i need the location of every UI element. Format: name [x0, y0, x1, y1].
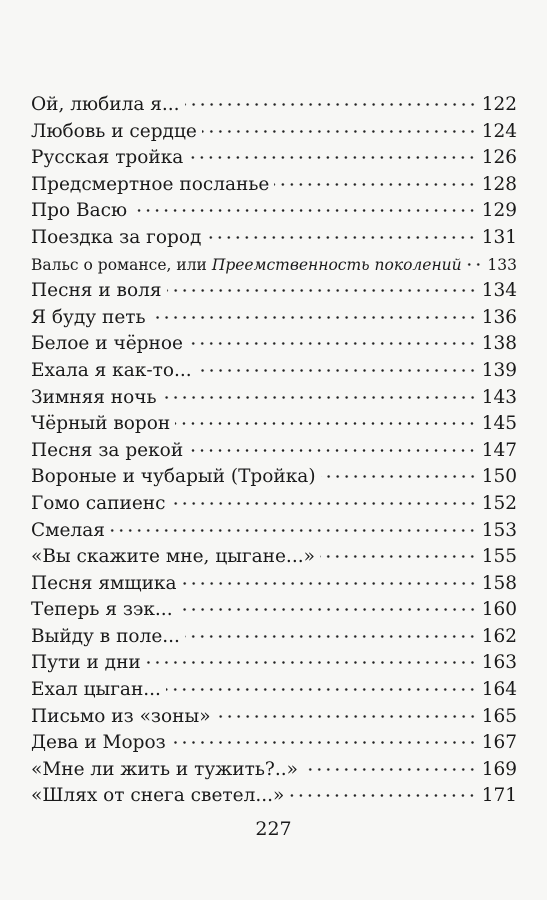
- toc-entry-title: Смелая: [31, 519, 105, 541]
- toc-entry-page: 167: [481, 732, 517, 754]
- toc-entry-page: 158: [481, 572, 517, 594]
- toc-entry-page: 153: [481, 519, 517, 541]
- dot-leader: [185, 635, 477, 638]
- toc-entry-page: 163: [481, 652, 517, 674]
- toc-entry-title: Чёрный ворон: [31, 413, 171, 435]
- toc-entry-title: «Шлях от снега светел...»: [31, 785, 285, 807]
- toc-entry-page: 165: [481, 705, 517, 727]
- dot-leader: [188, 342, 477, 345]
- toc-entry-title: [31, 252, 462, 279]
- toc-entry: [31, 385, 517, 412]
- dot-leader: [320, 555, 477, 558]
- toc-entry-page: 143: [481, 386, 517, 408]
- toc-entry-title: Выйду в поле...: [31, 625, 180, 647]
- toc-entry: [31, 783, 517, 810]
- toc-entry: [31, 624, 517, 651]
- toc-entry-page: 138: [481, 333, 517, 355]
- toc-entry-page: 152: [481, 492, 517, 514]
- toc-entry: [31, 704, 517, 731]
- toc-entry: [31, 571, 517, 598]
- toc-entry: [31, 92, 517, 119]
- dot-leader: [188, 449, 477, 452]
- toc-entry-page: 150: [481, 466, 517, 488]
- dot-leader: [197, 369, 477, 372]
- toc-entry: [31, 305, 517, 332]
- toc-entry-page: 126: [481, 147, 517, 169]
- dot-leader: [202, 130, 477, 133]
- toc-entry-page: 136: [481, 306, 517, 328]
- toc-entry: [31, 145, 517, 172]
- dot-leader: [188, 156, 476, 159]
- toc-entry-page: 133: [487, 255, 517, 274]
- toc-entry: [31, 198, 517, 225]
- dot-leader: [171, 741, 477, 744]
- dot-leader: [206, 236, 476, 239]
- toc-entry-title: Письмо из «зоны»: [31, 705, 211, 727]
- toc-entry-title: «Вы скажите мне, цыгане...»: [31, 546, 315, 568]
- dot-leader: [182, 582, 477, 585]
- toc-entry-page: 139: [481, 359, 517, 381]
- toc-entry-title: Теперь я зэк...: [31, 599, 173, 621]
- toc-entry-title: Песня за рекой: [31, 439, 184, 461]
- toc-entry-title: Песня и воля: [31, 280, 162, 302]
- dot-leader: [167, 289, 477, 292]
- dot-leader: [274, 183, 476, 186]
- page-number: 227: [255, 818, 292, 840]
- toc-entry-page: 162: [481, 625, 517, 647]
- toc-entry-page: 129: [481, 200, 517, 222]
- toc-entry-title: Дева и Мороз: [31, 732, 166, 754]
- toc-entry-title: Зимняя ночь: [31, 386, 157, 408]
- toc-entry-title: Гомо сапиенс: [31, 492, 166, 514]
- toc-entry: [31, 358, 517, 385]
- toc-entry-title: Ехал цыган...: [31, 679, 161, 701]
- toc-entry: [31, 438, 517, 465]
- toc-entry-title: Ехала я как-то...: [31, 359, 192, 381]
- dot-leader: [162, 396, 477, 399]
- dot-leader: [289, 794, 476, 797]
- toc-entry: [31, 331, 517, 358]
- dot-leader: [185, 103, 477, 106]
- toc-entry-page: 147: [481, 439, 517, 461]
- toc-entry: [31, 252, 517, 279]
- toc-entry-title: Любовь и сердце: [31, 120, 197, 142]
- toc-entry-page: 124: [481, 120, 517, 142]
- toc-entry-title: Песня ямщика: [31, 572, 177, 594]
- toc-entry-page: 128: [481, 173, 517, 195]
- toc-entry: [31, 544, 517, 571]
- toc-entry: [31, 757, 517, 784]
- toc-entry: [31, 491, 517, 518]
- toc-entry-title: Я буду петь: [31, 306, 146, 328]
- toc-entry-title: Вороные и чубарый (Тройка): [31, 466, 316, 488]
- toc-entry-title: Русская тройка: [31, 147, 184, 169]
- toc-entry-page: 155: [481, 546, 517, 568]
- toc-entry: [31, 677, 517, 704]
- toc-entry-title: Пути и дни: [31, 652, 141, 674]
- toc-entry: [31, 119, 517, 146]
- dot-leader: [321, 475, 477, 478]
- toc-entry-page: 169: [481, 758, 517, 780]
- toc-entry-title-italic: Преемственность поколений: [211, 255, 462, 274]
- dot-leader: [216, 715, 477, 718]
- toc-entry-title: Белое и чёрное: [31, 333, 183, 355]
- dot-leader: [171, 502, 477, 505]
- toc-entry-page: 145: [481, 413, 517, 435]
- dot-leader: [467, 263, 483, 266]
- toc-entry: [31, 464, 517, 491]
- dot-leader: [166, 688, 477, 691]
- toc-entry: [31, 225, 517, 252]
- toc-entry-title: Предсмертное посланье: [31, 173, 270, 195]
- dot-leader: [175, 422, 476, 425]
- toc-entry: [31, 411, 517, 438]
- toc-entry: [31, 518, 517, 545]
- toc-entry-page: 122: [481, 94, 517, 115]
- toc-entry: [31, 650, 517, 677]
- toc-entry-title: «Мне ли жить и тужить?..»: [31, 758, 298, 780]
- dot-leader: [146, 661, 477, 664]
- toc-entry-title-regular: Вальс о романсе, или: [31, 255, 212, 274]
- toc-entry-page: 164: [481, 679, 517, 701]
- toc-entry-title: Поездка за город: [31, 226, 202, 248]
- dot-leader: [303, 768, 477, 771]
- toc-entry-page: 160: [481, 599, 517, 621]
- table-of-contents: [31, 92, 517, 810]
- dot-leader: [132, 209, 477, 212]
- toc-entry: [31, 278, 517, 305]
- toc-entry-title: Про Васю: [31, 200, 128, 222]
- toc-entry: [31, 597, 517, 624]
- toc-entry: [31, 172, 517, 199]
- dot-leader: [178, 608, 477, 611]
- toc-entry-page: 171: [481, 785, 517, 807]
- toc-entry: [31, 730, 517, 757]
- toc-entry-page: 131: [481, 226, 517, 248]
- dot-leader: [110, 529, 477, 532]
- dot-leader: [151, 316, 477, 319]
- toc-entry-title: Ой, любила я...: [31, 94, 180, 115]
- toc-entry-page: 134: [481, 280, 517, 302]
